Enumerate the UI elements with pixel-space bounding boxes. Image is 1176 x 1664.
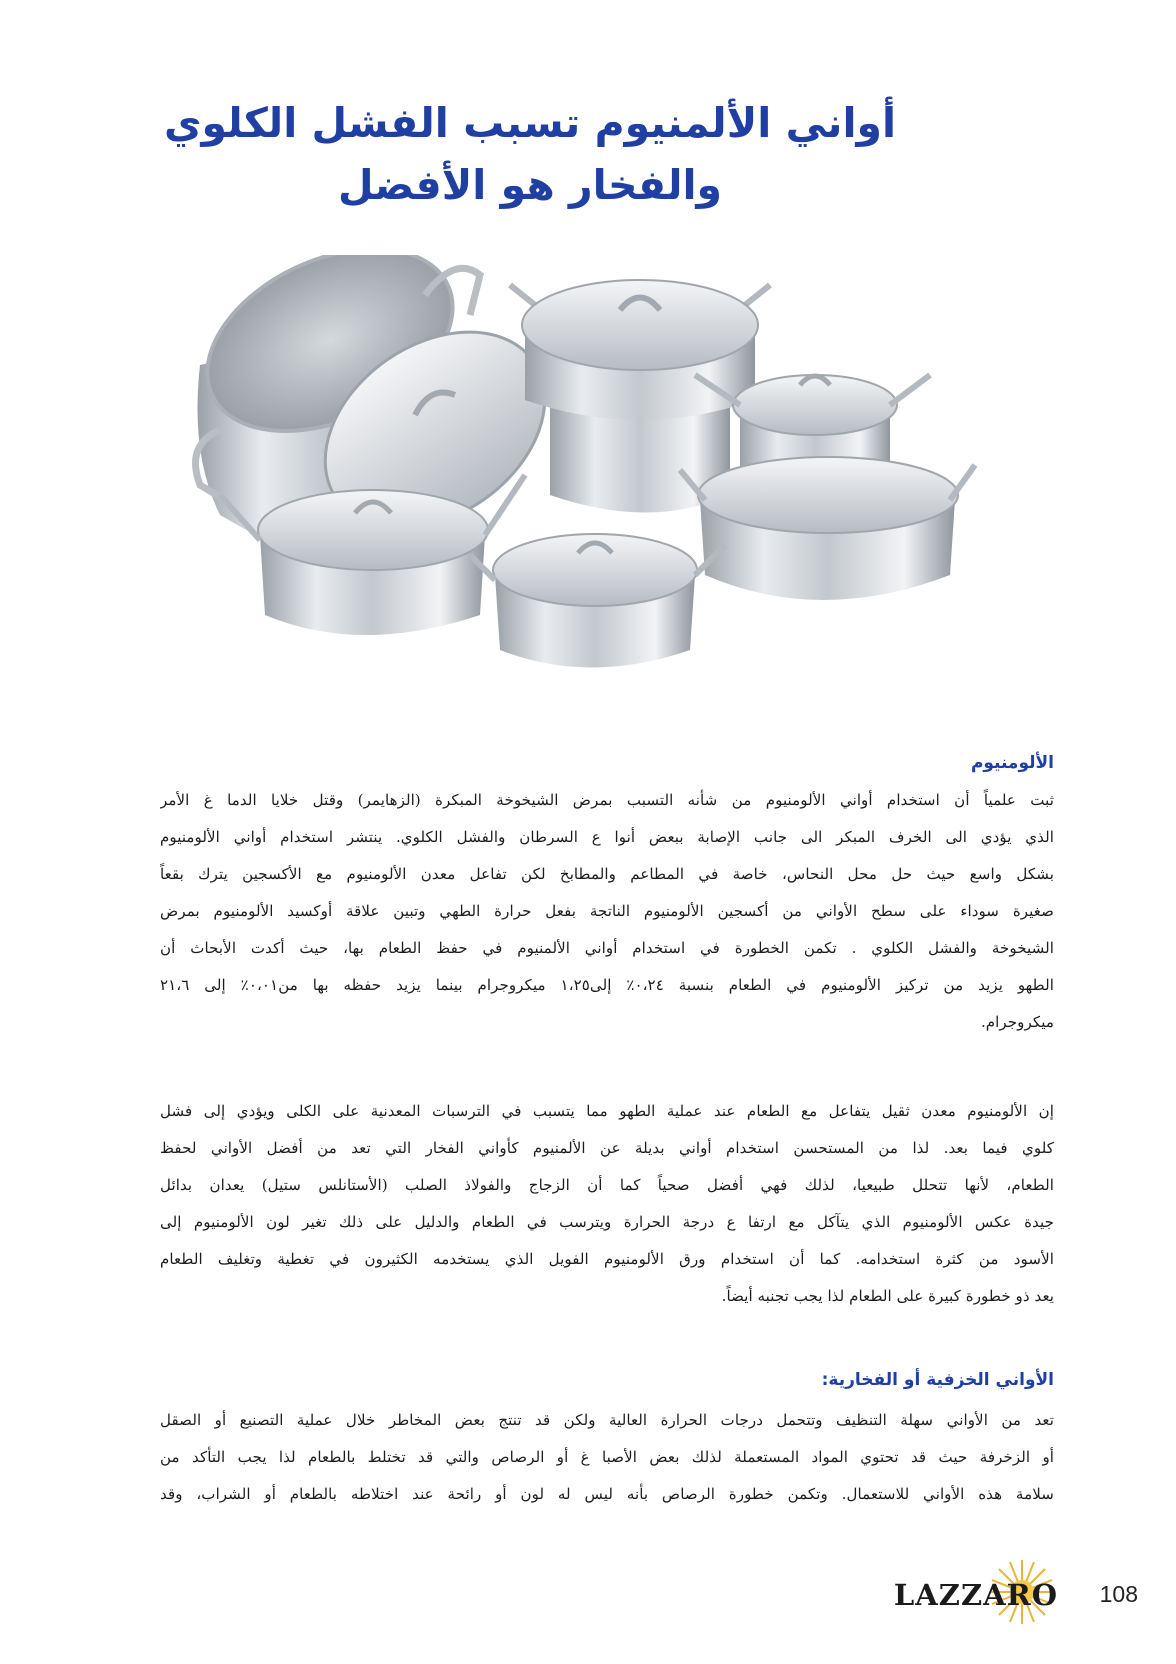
text-line: الطعام، لأنها تتحلل طبيعيا، لذلك فهي أفضل صحياً كما أن الزجاج والفولاذ الصلب (الأستانلس ستيل) يعدان بدائل — [160, 1176, 1054, 1194]
text-line: الطهو يزيد من تركيز الألومنيوم في الطعام بنسبة ٠،٢٤٪ إلى١،٢٥ ميكروجرام بينما يزيد حفظه بها من٠،٠١٪ إلى ٢١،٦ — [160, 976, 1054, 994]
text-line: سلامة هذه الأواني للاستعمال. وتكمن خطورة الرصاص بأنه ليس له لون أو رائحة عند اختلاطه بالطعام أو الشراب، وقد — [160, 1485, 1054, 1503]
text-line: إن الألومنيوم معدن ثقيل يتفاعل مع الطعام عند عملية الطهو مما يتسبب في الترسبات المعدنية على الكلى ويؤدي إلى فشل — [160, 1102, 1054, 1120]
page-title-line-2: والفخار هو الأفضل — [337, 161, 723, 209]
paragraph-ceramic — [160, 1402, 1054, 1513]
paragraph-aluminium-1 — [160, 782, 1054, 1041]
brand-logo-text: LAZZARO — [893, 1578, 1058, 1612]
page-title-line-1: أواني الألمنيوم تسبب الفشل الكلوي — [163, 99, 897, 147]
text-line: بشكل واسع حيث حل محل النحاس، خاصة في المطاعم والمطابخ لكن تفاعل معدن الألومنيوم مع الأكسجين يترك بقعاً — [160, 865, 1054, 883]
wide-pot-right — [680, 457, 975, 600]
page-title — [120, 92, 940, 216]
page-number: 108 — [1099, 1581, 1138, 1607]
section-heading-aluminium: الألومنيوم — [970, 753, 1054, 773]
section-heading-ceramic: الأواني الخزفية أو الفخارية: — [821, 1370, 1054, 1390]
text-line: الشيخوخة والفشل الكلوي . تكمن الخطورة في استخدام أواني الألمنيوم في حفظ الطعام بها، حيث أكدت الأبحاث أن — [160, 939, 1054, 957]
text-line: جيدة عكس الألومنيوم الذي يتآكل مع ارتفا ع درجة الحرارة ويترسب في الطعام والدليل على ذلك تغير لون الألومنيوم إلى — [160, 1213, 1054, 1231]
text-line: الأسود من كثرة استخدامه. كما أن استخدام ورق الألومنيوم الفويل الذي يستخدمه الكثيرون في تغطية وتغليف الطعام — [160, 1250, 1054, 1268]
front-center-pot — [470, 534, 725, 668]
paragraph-aluminium-2 — [160, 1093, 1054, 1315]
text-line: كلوي فيما بعد. لذا من المستحسن استخدام أواني بديلة عن الألمنيوم كأواني الفخار التي تعد من أفضل الأواني لحفظ — [160, 1139, 1054, 1157]
text-line: ثبت علمياً أن استخدام أواني الألومنيوم من شأنه التسبب بمرض الشيخوخة المبكرة (الزهايمر) وقتل خلايا الدما غ الأمر — [160, 791, 1054, 809]
text-line: الذي يؤدي الى الخرف المبكر الى جانب الإصابة ببعض أنوا ع السرطان والفشل الكلوي. ينتشر استخدام أواني الألومنيوم — [160, 828, 1054, 846]
text-line: تعد من الأواني سهلة التنظيف وتتحمل درجات الحرارة العالية ولكن قد تنتج بعض المخاطر خلال عملية التصنيع أو الصقل — [160, 1411, 1054, 1429]
text-line: صغيرة سوداء على سطح الأواني من أكسجين الألومنيوم الناتجة بفعل حرارة الطهي وتبين علاقة أوكسيد الألومنيوم بمرض — [160, 902, 1054, 920]
text-line: ميكروجرام. — [980, 1013, 1054, 1031]
text-line: يعد ذو خطورة كبيرة على الطعام لذا يجب تجنبه أيضاً. — [721, 1287, 1054, 1305]
aluminium-pots-photo — [180, 255, 1040, 710]
text-line: أو الزخرفة حيث قد تحتوي المواد المستعملة لذلك بعض الأصبا غ أو الرصاص والتي قد تختلط بالطعام لذا يجب التأكد من — [160, 1448, 1054, 1466]
